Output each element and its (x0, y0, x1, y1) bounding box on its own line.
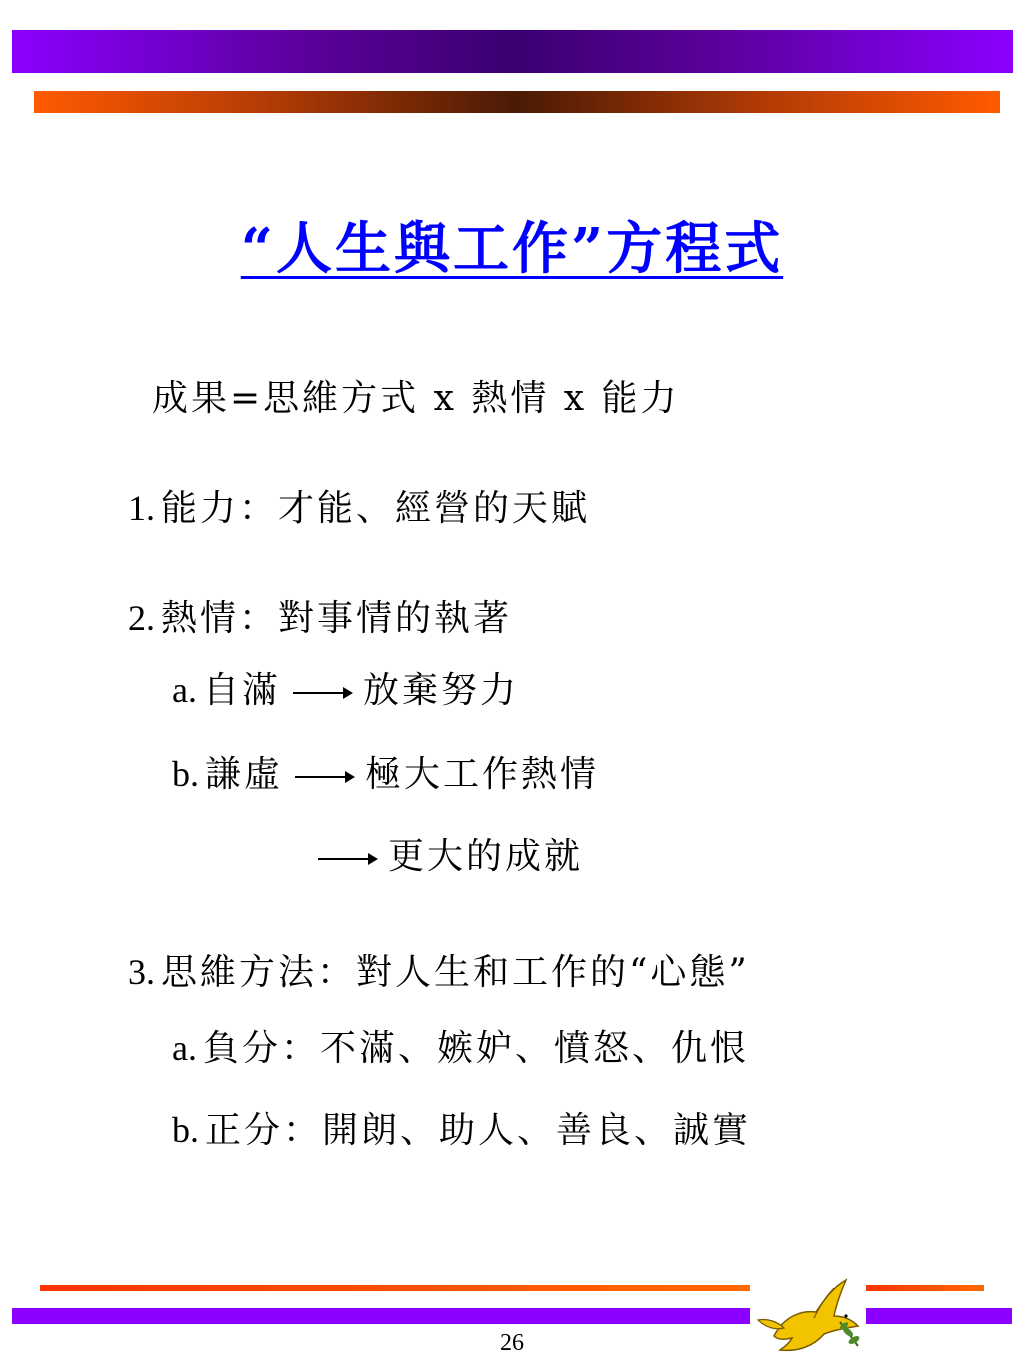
slide-title: “人生與工作”方程式 (240, 216, 784, 282)
item-2b-result: 極大工作熱情 (365, 754, 600, 795)
item-2-number: 2. (128, 598, 155, 638)
item-2c-result: 更大的成就 (388, 836, 584, 877)
footer-purple-bar-left (12, 1308, 750, 1324)
item-2b-label: b. (172, 754, 199, 794)
arrow-right-icon (293, 692, 351, 694)
item-3a-label: a. (172, 1028, 197, 1068)
item-3-number: 3. (128, 952, 155, 992)
item-2a-result: 放棄努力 (363, 670, 520, 711)
item-2a-label: a. (172, 670, 197, 710)
item-2c (306, 828, 583, 879)
item-3 (128, 944, 750, 995)
item-2a (172, 662, 519, 713)
item-2b (172, 746, 599, 797)
item-3a (172, 1020, 749, 1071)
top-decorative-bar (12, 30, 1013, 73)
item-3-text: 思維方法：對人生和工作的“心態” (161, 952, 750, 993)
formula-line: 成果=思維方式 x 熱情 x 能力 (152, 378, 680, 419)
item-2 (128, 590, 512, 641)
footer-red-line-right (866, 1285, 984, 1291)
item-2b-text: 謙虛 (205, 754, 284, 795)
page-number: 26 (500, 1330, 524, 1356)
item-1-text: 能力：才能、經營的天賦 (161, 488, 591, 529)
footer-purple-bar-right (866, 1308, 1012, 1324)
item-3a-text: 負分：不滿、嫉妒、憤怒、仇恨 (202, 1028, 749, 1069)
item-2-text: 熱情：對事情的執著 (161, 598, 513, 639)
top-accent-bar (34, 91, 1000, 113)
arrow-right-icon (295, 776, 353, 778)
item-2a-text: 自滿 (202, 670, 281, 711)
item-1-number: 1. (128, 488, 155, 528)
item-3b (172, 1102, 751, 1153)
item-3b-text: 正分：開朗、助人、善良、誠實 (205, 1110, 752, 1151)
item-3b-label: b. (172, 1110, 199, 1150)
footer-red-line-left (40, 1285, 750, 1291)
item-1 (128, 480, 590, 531)
arrow-right-icon (318, 858, 376, 860)
